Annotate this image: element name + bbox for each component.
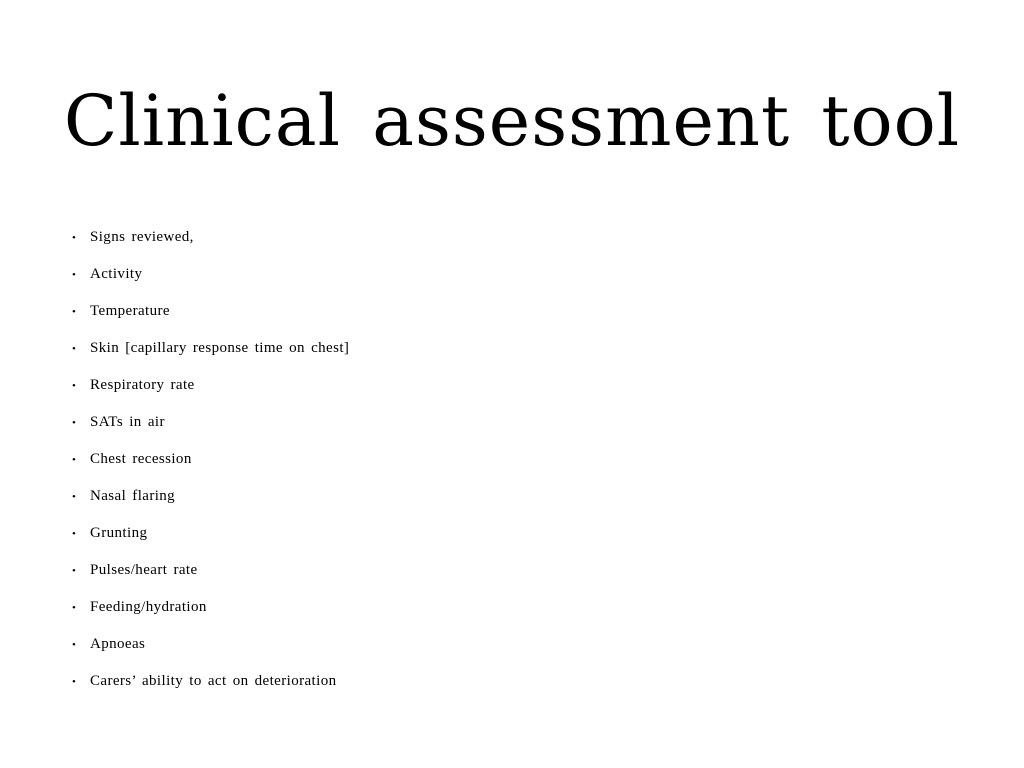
bullet-icon: • bbox=[72, 453, 77, 466]
bullet-icon: • bbox=[72, 601, 77, 614]
list-item bbox=[72, 663, 349, 700]
bullet-list bbox=[72, 219, 349, 700]
list-item bbox=[72, 552, 349, 589]
bullet-icon: • bbox=[72, 490, 77, 503]
bullet-icon: • bbox=[72, 305, 77, 318]
list-item bbox=[72, 256, 349, 293]
list-item bbox=[72, 330, 349, 367]
list-item bbox=[72, 367, 349, 404]
list-item-text: Skin [capillary response time on chest] bbox=[90, 340, 350, 356]
bullet-icon: • bbox=[72, 527, 77, 540]
list-item bbox=[72, 219, 349, 256]
bullet-icon: • bbox=[72, 638, 77, 651]
bullet-icon: • bbox=[72, 342, 77, 355]
list-item-text: Feeding/hydration bbox=[90, 599, 207, 615]
list-item bbox=[72, 515, 349, 552]
list-item bbox=[72, 441, 349, 478]
slide-title: Clinical assessment tool bbox=[63, 80, 961, 162]
list-item bbox=[72, 293, 349, 330]
list-item-text: SATs in air bbox=[90, 414, 165, 430]
list-item-text: Chest recession bbox=[90, 451, 192, 467]
bullet-icon: • bbox=[72, 268, 77, 281]
list-item bbox=[72, 589, 349, 626]
list-item-text: Pulses/heart rate bbox=[90, 562, 198, 578]
list-item bbox=[72, 404, 349, 441]
list-item-text: Temperature bbox=[90, 303, 170, 319]
list-item-text: Activity bbox=[90, 266, 143, 282]
list-item bbox=[72, 478, 349, 515]
bullet-icon: • bbox=[72, 675, 77, 688]
bullet-icon: • bbox=[72, 379, 77, 392]
bullet-icon: • bbox=[72, 564, 77, 577]
list-item-text: Grunting bbox=[90, 525, 148, 541]
list-item bbox=[72, 626, 349, 663]
bullet-icon: • bbox=[72, 231, 77, 244]
list-item-text: Apnoeas bbox=[90, 636, 146, 652]
list-item-text: Signs reviewed, bbox=[90, 229, 194, 245]
list-item-text: Nasal flaring bbox=[90, 488, 176, 504]
list-item-text: Carers’ ability to act on deterioration bbox=[90, 673, 337, 689]
list-item-text: Respiratory rate bbox=[90, 377, 195, 393]
bullet-icon: • bbox=[72, 416, 77, 429]
